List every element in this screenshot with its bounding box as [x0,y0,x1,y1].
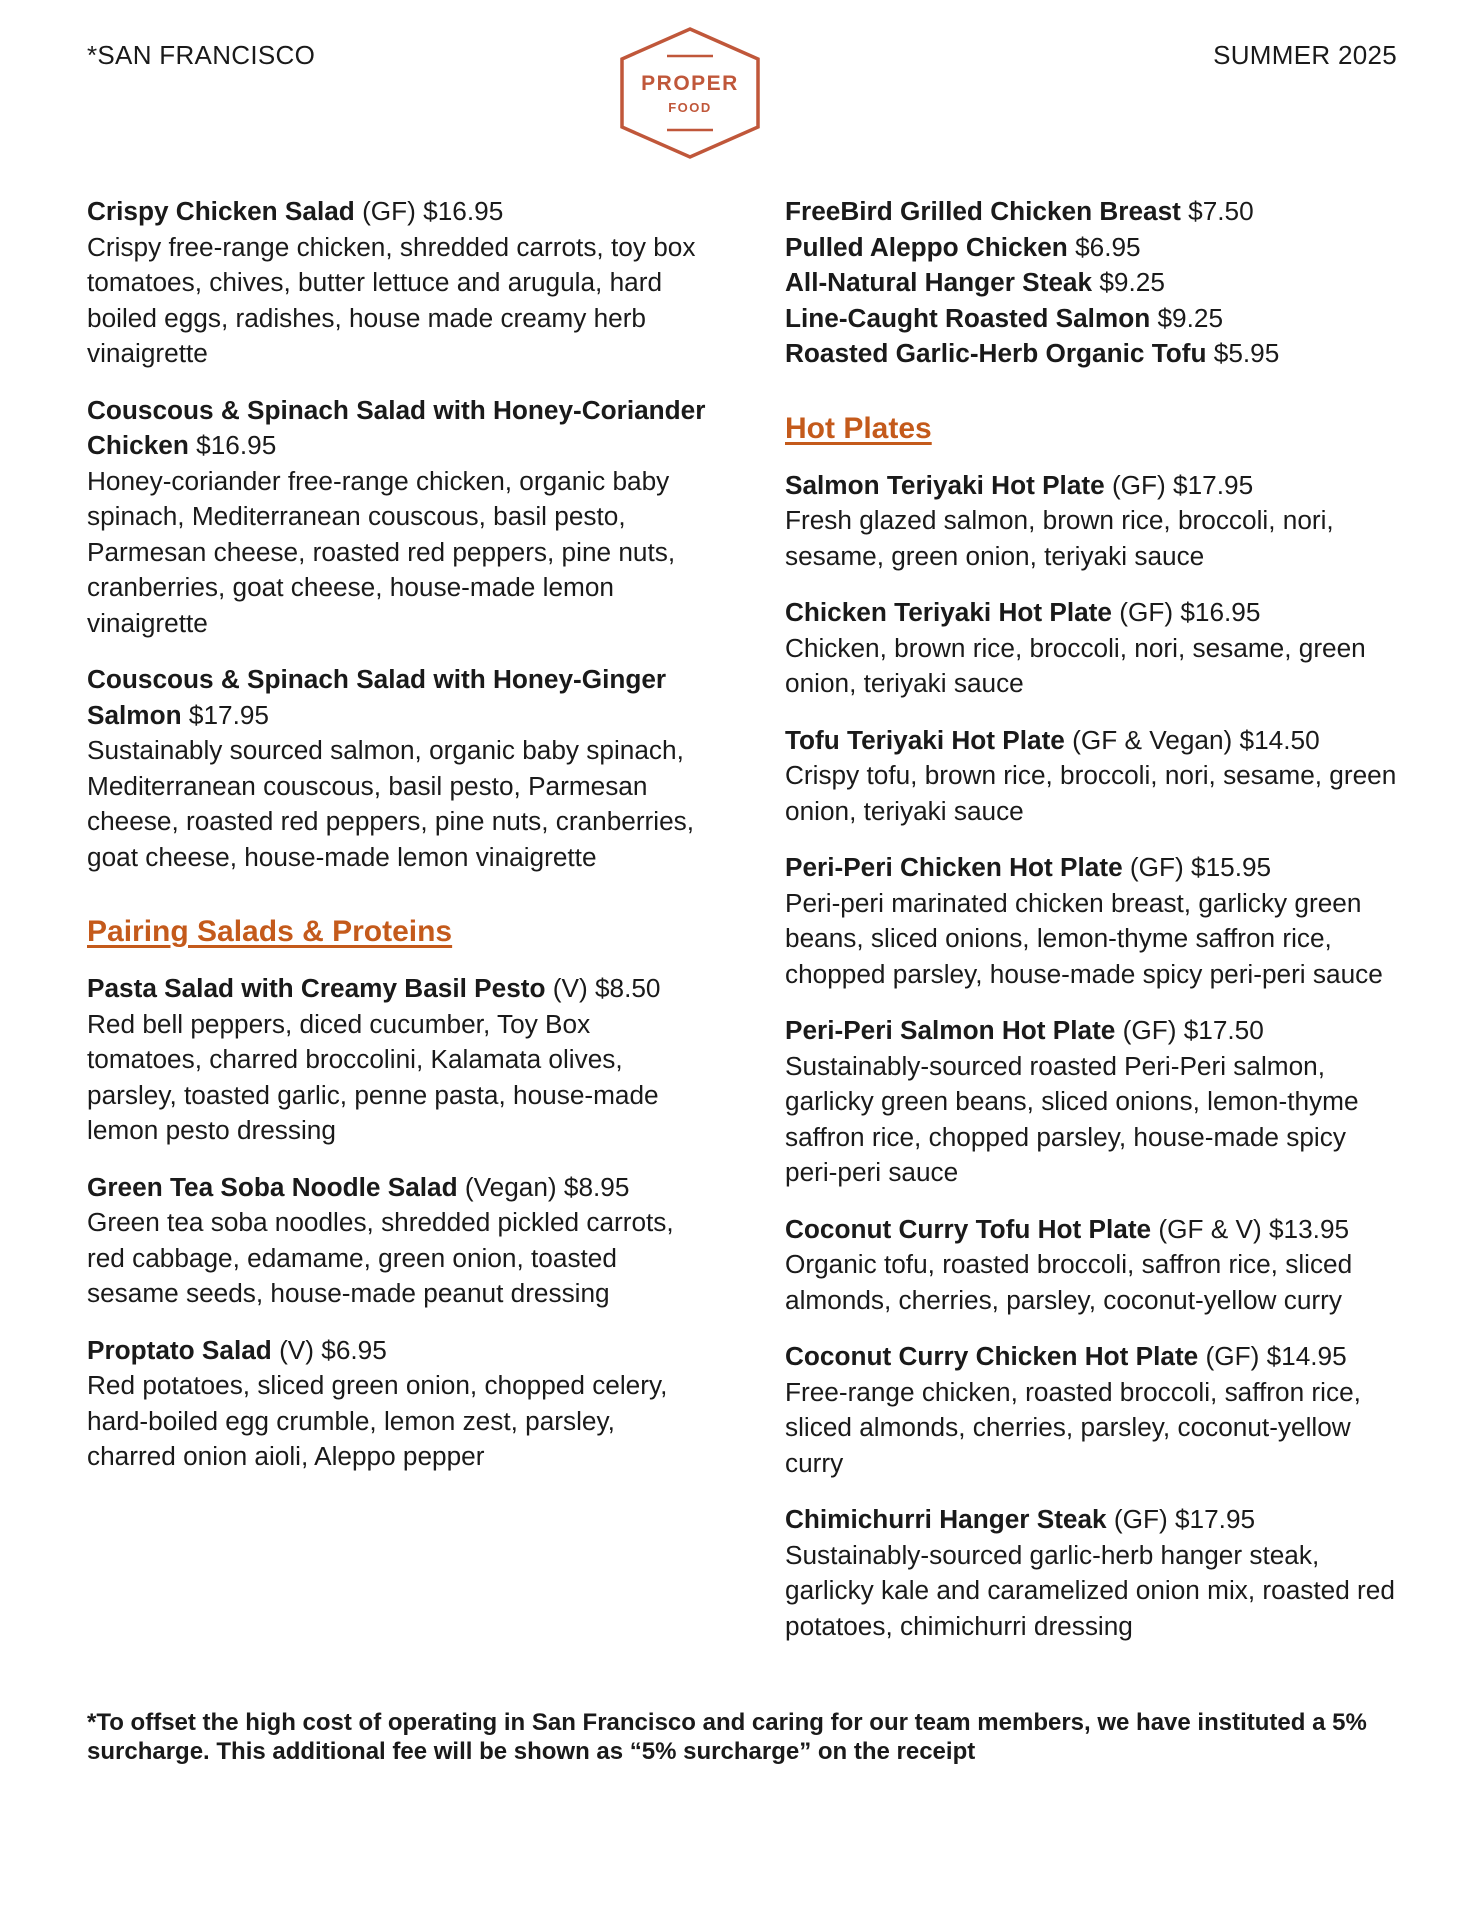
surcharge-note: *To offset the high cost of operating in San Francisco and caring for our team members, we have instituted a 5% surcharge. This additional fee will be shown as “5% surcharge” on the receipt [87,1709,1367,1765]
item-price: $14.50 [1239,724,1320,755]
item-price: $17.50 [1183,1015,1264,1045]
location-label: *SAN FRANCISCO [87,40,316,70]
item-tag: (GF) [1106,1504,1175,1534]
protein-item [785,265,1405,301]
protein-name: FreeBird Grilled Chicken Breast [785,196,1181,226]
item-name: Pasta Salad with Creamy Basil Pesto [87,973,546,1003]
item-name: Salmon Teriyaki Hot Plate [785,469,1105,500]
item-name: Couscous & Spinach Salad with Honey-Ginger Salmon [87,664,667,730]
protein-item [785,230,1405,266]
menu-item [87,662,707,875]
item-tag: (GF) [1198,1341,1267,1371]
item-price: $6.95 [321,1334,387,1365]
item-price: $8.95 [563,1171,630,1202]
item-name: Proptato Salad [87,1334,272,1365]
protein-price: $9.25 [1157,302,1224,333]
item-name: Peri-Peri Salmon Hot Plate [785,1015,1116,1045]
protein-price: $5.95 [1213,338,1280,368]
item-tag [182,700,189,730]
item-description: Free-range chicken, roasted broccoli, saffron rice, sliced almonds, cherries, parsley, coconut-yellow curry [785,1376,1361,1478]
protein-item [785,301,1405,337]
section-title-hot-plates: Hot Plates [785,411,932,445]
item-name: Couscous & Spinach Salad with Honey-Coriander Chicken [87,394,706,460]
item-description: Chicken, brown rice, broccoli, nori, sesame, green onion, teriyaki sauce [785,632,1366,698]
protein-price: $9.25 [1099,267,1165,297]
item-description: Sustainably-sourced roasted Peri-Peri salmon, garlicky green beans, sliced onions, lemon-thyme saffron rice, chopped parsley, house-made spicy peri-peri sauce [785,1050,1359,1187]
item-tag: (V) [271,1334,322,1365]
item-description: Honey-coriander free-range chicken, organic baby spinach, Mediterranean couscous, basil pesto, Parmesan cheese, roasted red peppers, pine nuts, cranberries, goat cheese, house-made lemon vinaigrette [87,465,676,638]
item-tag: (GF) [354,196,424,226]
hexagon-logo-icon [617,26,763,160]
menu-item [785,595,1405,702]
left-column [87,194,707,1496]
item-tag: (GF) [1104,469,1174,500]
menu-item [87,194,707,372]
item-price: $13.95 [1268,1213,1350,1244]
item-name: Peri-Peri Chicken Hot Plate [785,852,1123,882]
item-description: Organic tofu, roasted broccoli, saffron rice, sliced almonds, cherries, parsley, coconut-yellow curry [785,1249,1353,1315]
season-label: SUMMER 2025 [1213,40,1397,70]
item-description: Fresh glazed salmon, brown rice, broccoli, nori, sesame, green onion, teriyaki sauce [785,505,1334,571]
item-tag: (V) [545,973,595,1003]
item-tag: (GF & Vegan) [1064,724,1240,755]
item-tag: (GF) [1115,1015,1184,1045]
right-column [785,194,1405,1665]
menu-item [785,468,1405,575]
item-name: Coconut Curry Tofu Hot Plate [785,1213,1152,1244]
menu-item [785,1212,1405,1319]
protein-name: Pulled Aleppo Chicken [785,231,1068,262]
item-tag: (GF & V) [1151,1213,1269,1244]
logo-text-proper: PROPER [641,72,739,95]
item-price: $16.95 [423,196,504,226]
item-description: Peri-peri marinated chicken breast, garlicky green beans, sliced onions, lemon-thyme saffron rice, chopped parsley, house-made spicy peri-peri sauce [785,887,1383,989]
item-price: $8.50 [594,973,661,1003]
item-description: Crispy free-range chicken, shredded carrots, toy box tomatoes, chives, butter lettuce and arugula, hard boiled eggs, radishes, house made creamy herb vinaigrette [87,231,696,368]
item-description: Crispy tofu, brown rice, broccoli, nori, sesame, green onion, teriyaki sauce [785,760,1397,826]
item-description: Sustainably sourced salmon, organic baby spinach, Mediterranean couscous, basil pesto, Parmesan cheese, roasted red peppers, pine nuts, cranberries, goat cheese, house-made lemon vinaigrette [87,735,695,872]
protein-name: Line-Caught Roasted Salmon [785,302,1151,333]
menu-item [87,971,707,1149]
item-name: Coconut Curry Chicken Hot Plate [785,1341,1199,1371]
item-price: $14.95 [1266,1341,1347,1371]
item-tag: (Vegan) [457,1171,564,1202]
item-tag: (GF) [1122,852,1191,882]
protein-price: $6.95 [1075,231,1141,262]
protein-item [785,194,1405,230]
menu-item [785,723,1405,830]
menu-item [785,1339,1405,1481]
menu-item [785,850,1405,992]
item-description: Red potatoes, sliced green onion, chopped celery, hard-boiled egg crumble, lemon zest, parsley, charred onion aioli, Aleppo pepper [87,1370,668,1471]
protein-price: $7.50 [1188,196,1254,226]
item-name: Crispy Chicken Salad [87,196,355,226]
proper-food-logo [617,26,763,160]
item-name: Chicken Teriyaki Hot Plate [785,597,1112,627]
item-name: Green Tea Soba Noodle Salad [87,1171,458,1202]
protein-name: Roasted Garlic-Herb Organic Tofu [785,338,1207,368]
menu-item [785,1502,1405,1644]
menu-item [87,1333,707,1475]
item-description: Red bell peppers, diced cucumber, Toy Box tomatoes, charred broccolini, Kalamata olives, parsley, toasted garlic, penne pasta, house-made lemon pesto dressing [87,1008,659,1145]
item-description: Sustainably-sourced garlic-herb hanger steak, garlicky kale and caramelized onion mix, roasted red potatoes, chimichurri dressing [785,1539,1395,1641]
menu-item [87,393,707,642]
item-price: $17.95 [1173,469,1254,500]
menu-item [87,1170,707,1312]
item-price: $15.95 [1191,852,1272,882]
item-name: Chimichurri Hanger Steak [785,1504,1107,1534]
item-description: Green tea soba noodles, shredded pickled carrots, red cabbage, edamame, green onion, toasted sesame seeds, house-made peanut dressing [87,1207,674,1308]
item-price: $16.95 [196,430,277,460]
item-name: Tofu Teriyaki Hot Plate [785,724,1065,755]
protein-list [785,194,1405,372]
item-price: $17.95 [1174,1504,1256,1534]
protein-name: All-Natural Hanger Steak [785,267,1093,297]
item-tag: (GF) [1111,597,1181,627]
item-price: $17.95 [188,699,269,730]
protein-item [785,336,1405,372]
item-price: $16.95 [1180,597,1261,627]
section-title-pairing: Pairing Salads & Proteins [87,915,453,948]
logo-text-food: FOOD [668,100,712,115]
menu-item [785,1013,1405,1191]
